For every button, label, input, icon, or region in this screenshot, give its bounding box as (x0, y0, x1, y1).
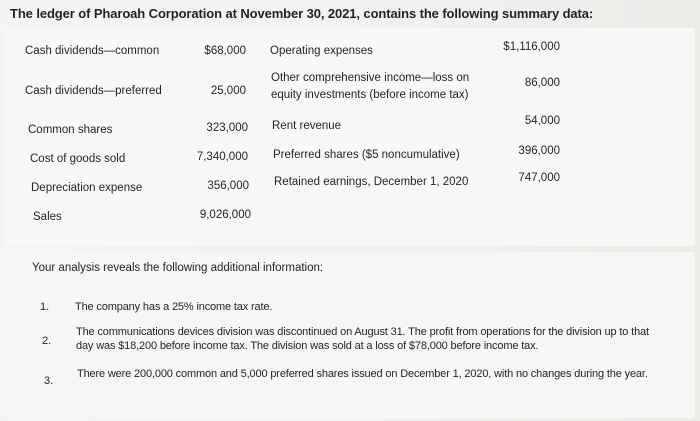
note-number: 2. (42, 335, 52, 347)
ledger-right-label: Preferred shares ($5 noncumulative) (273, 149, 460, 161)
ledger-left-label: Depreciation expense (31, 182, 143, 194)
ledger-left-value: $68,000 (204, 45, 246, 57)
ledger-left-label: Common shares (28, 124, 113, 136)
problem-title: The ledger of Pharoah Corporation at November 30, 2021, contains the following summary data: (10, 6, 594, 21)
ledger-left-label: Sales (33, 211, 62, 223)
note-text: The communications devices division was discontinued on August 31. The profit from operations for the division up to that (76, 326, 649, 338)
additional-info-intro: Your analysis reveals the following additional information: (32, 262, 324, 274)
note-text-continued: day was $18,200 before income tax. The division was sold at a loss of $78,000 before income tax. (76, 340, 539, 352)
ledger-left-value: 9,026,000 (199, 209, 251, 221)
ledger-summary-panel (5, 28, 695, 246)
note-number: 3. (44, 375, 54, 387)
ledger-right-value: 54,000 (524, 115, 560, 127)
ledger-right-label: Operating expenses (270, 45, 373, 57)
ledger-left-value: 25,000 (210, 85, 246, 97)
ledger-left-value: 356,000 (207, 180, 249, 192)
ledger-right-label: Rent revenue (272, 120, 342, 132)
ledger-left-label: Cost of goods sold (30, 153, 126, 165)
ledger-left-label: Cash dividends—preferred (25, 85, 162, 97)
note-text: There were 200,000 common and 5,000 preferred shares issued on December 1, 2020, with no changes during the year. (77, 368, 648, 380)
ledger-right-value: 747,000 (518, 172, 560, 184)
ledger-left-value: 323,000 (206, 122, 248, 134)
note-text: The company has a 25% income tax rate. (75, 301, 273, 313)
ledger-left-value: 7,340,000 (196, 151, 248, 163)
ledger-left-label: Cash dividends—common (25, 45, 160, 57)
ledger-right-label: Other comprehensive income—loss on (271, 72, 470, 84)
ledger-right-value: 86,000 (524, 77, 560, 89)
note-number: 1. (40, 301, 50, 313)
ledger-right-label: Retained earnings, December 1, 2020 (274, 176, 469, 188)
ledger-right-label-line2: equity investments (before income tax) (271, 89, 469, 101)
ledger-right-value: 396,000 (518, 145, 560, 157)
ledger-right-value: $1,116,000 (503, 41, 560, 53)
